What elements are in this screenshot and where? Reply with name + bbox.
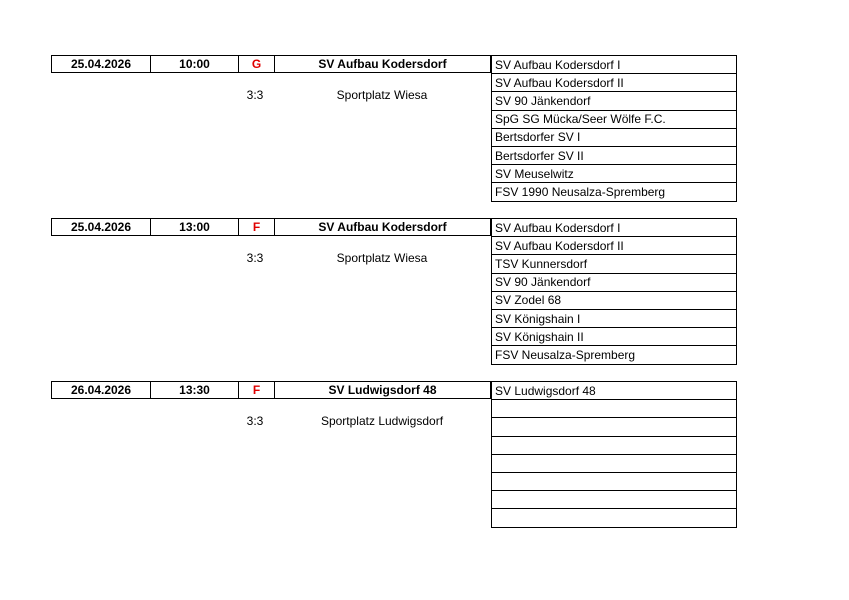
team-cell (492, 473, 736, 491)
match-host: SV Aufbau Kodersdorf (318, 57, 447, 71)
team-cell: FSV Neusalza-Spremberg (492, 346, 736, 364)
match-host: SV Ludwigsdorf 48 (328, 383, 437, 397)
match-header (51, 55, 491, 73)
team-cell: Bertsdorfer SV II (492, 147, 736, 165)
match-time: 10:00 (151, 56, 239, 72)
match-venue: Sportplatz Wiesa (336, 251, 428, 265)
match-type: F (239, 219, 275, 235)
team-cell: SV Aufbau Kodersdorf I (492, 56, 736, 74)
team-list (491, 218, 737, 365)
match-score: 3:3 (246, 88, 264, 102)
team-cell (492, 400, 736, 418)
team-cell: SV Meuselwitz (492, 165, 736, 183)
team-cell: Bertsdorfer SV I (492, 129, 736, 147)
team-cell (492, 418, 736, 436)
team-cell (492, 491, 736, 509)
match-header (51, 218, 491, 236)
team-cell: SV Zodel 68 (492, 292, 736, 310)
team-cell: SV Königshain I (492, 310, 736, 328)
team-cell: SV Aufbau Kodersdorf II (492, 237, 736, 255)
team-cell (492, 509, 736, 527)
match-score: 3:3 (246, 414, 264, 428)
team-cell: SV Aufbau Kodersdorf II (492, 74, 736, 92)
match-host: SV Aufbau Kodersdorf (318, 220, 447, 234)
match-venue: Sportplatz Ludwigsdorf (320, 414, 444, 428)
match-type: G (239, 56, 275, 72)
team-cell: TSV Kunnersdorf (492, 255, 736, 273)
match-type: F (239, 382, 275, 398)
match-date: 26.04.2026 (52, 382, 151, 398)
team-cell (492, 455, 736, 473)
team-cell: SV Ludwigsdorf 48 (492, 382, 736, 400)
team-cell: SpG SG Mücka/Seer Wölfe F.C. (492, 111, 736, 129)
team-cell: FSV 1990 Neusalza-Spremberg (492, 183, 736, 201)
team-list (491, 55, 737, 202)
team-list (491, 381, 737, 528)
match-date: 25.04.2026 (52, 219, 151, 235)
match-venue: Sportplatz Wiesa (336, 88, 428, 102)
match-score: 3:3 (246, 251, 264, 265)
team-cell: SV 90 Jänkendorf (492, 274, 736, 292)
match-time: 13:30 (151, 382, 239, 398)
match-time: 13:00 (151, 219, 239, 235)
team-cell: SV 90 Jänkendorf (492, 92, 736, 110)
team-cell: SV Aufbau Kodersdorf I (492, 219, 736, 237)
match-header (51, 381, 491, 399)
team-cell: SV Königshain II (492, 328, 736, 346)
team-cell (492, 437, 736, 455)
match-date: 25.04.2026 (52, 56, 151, 72)
